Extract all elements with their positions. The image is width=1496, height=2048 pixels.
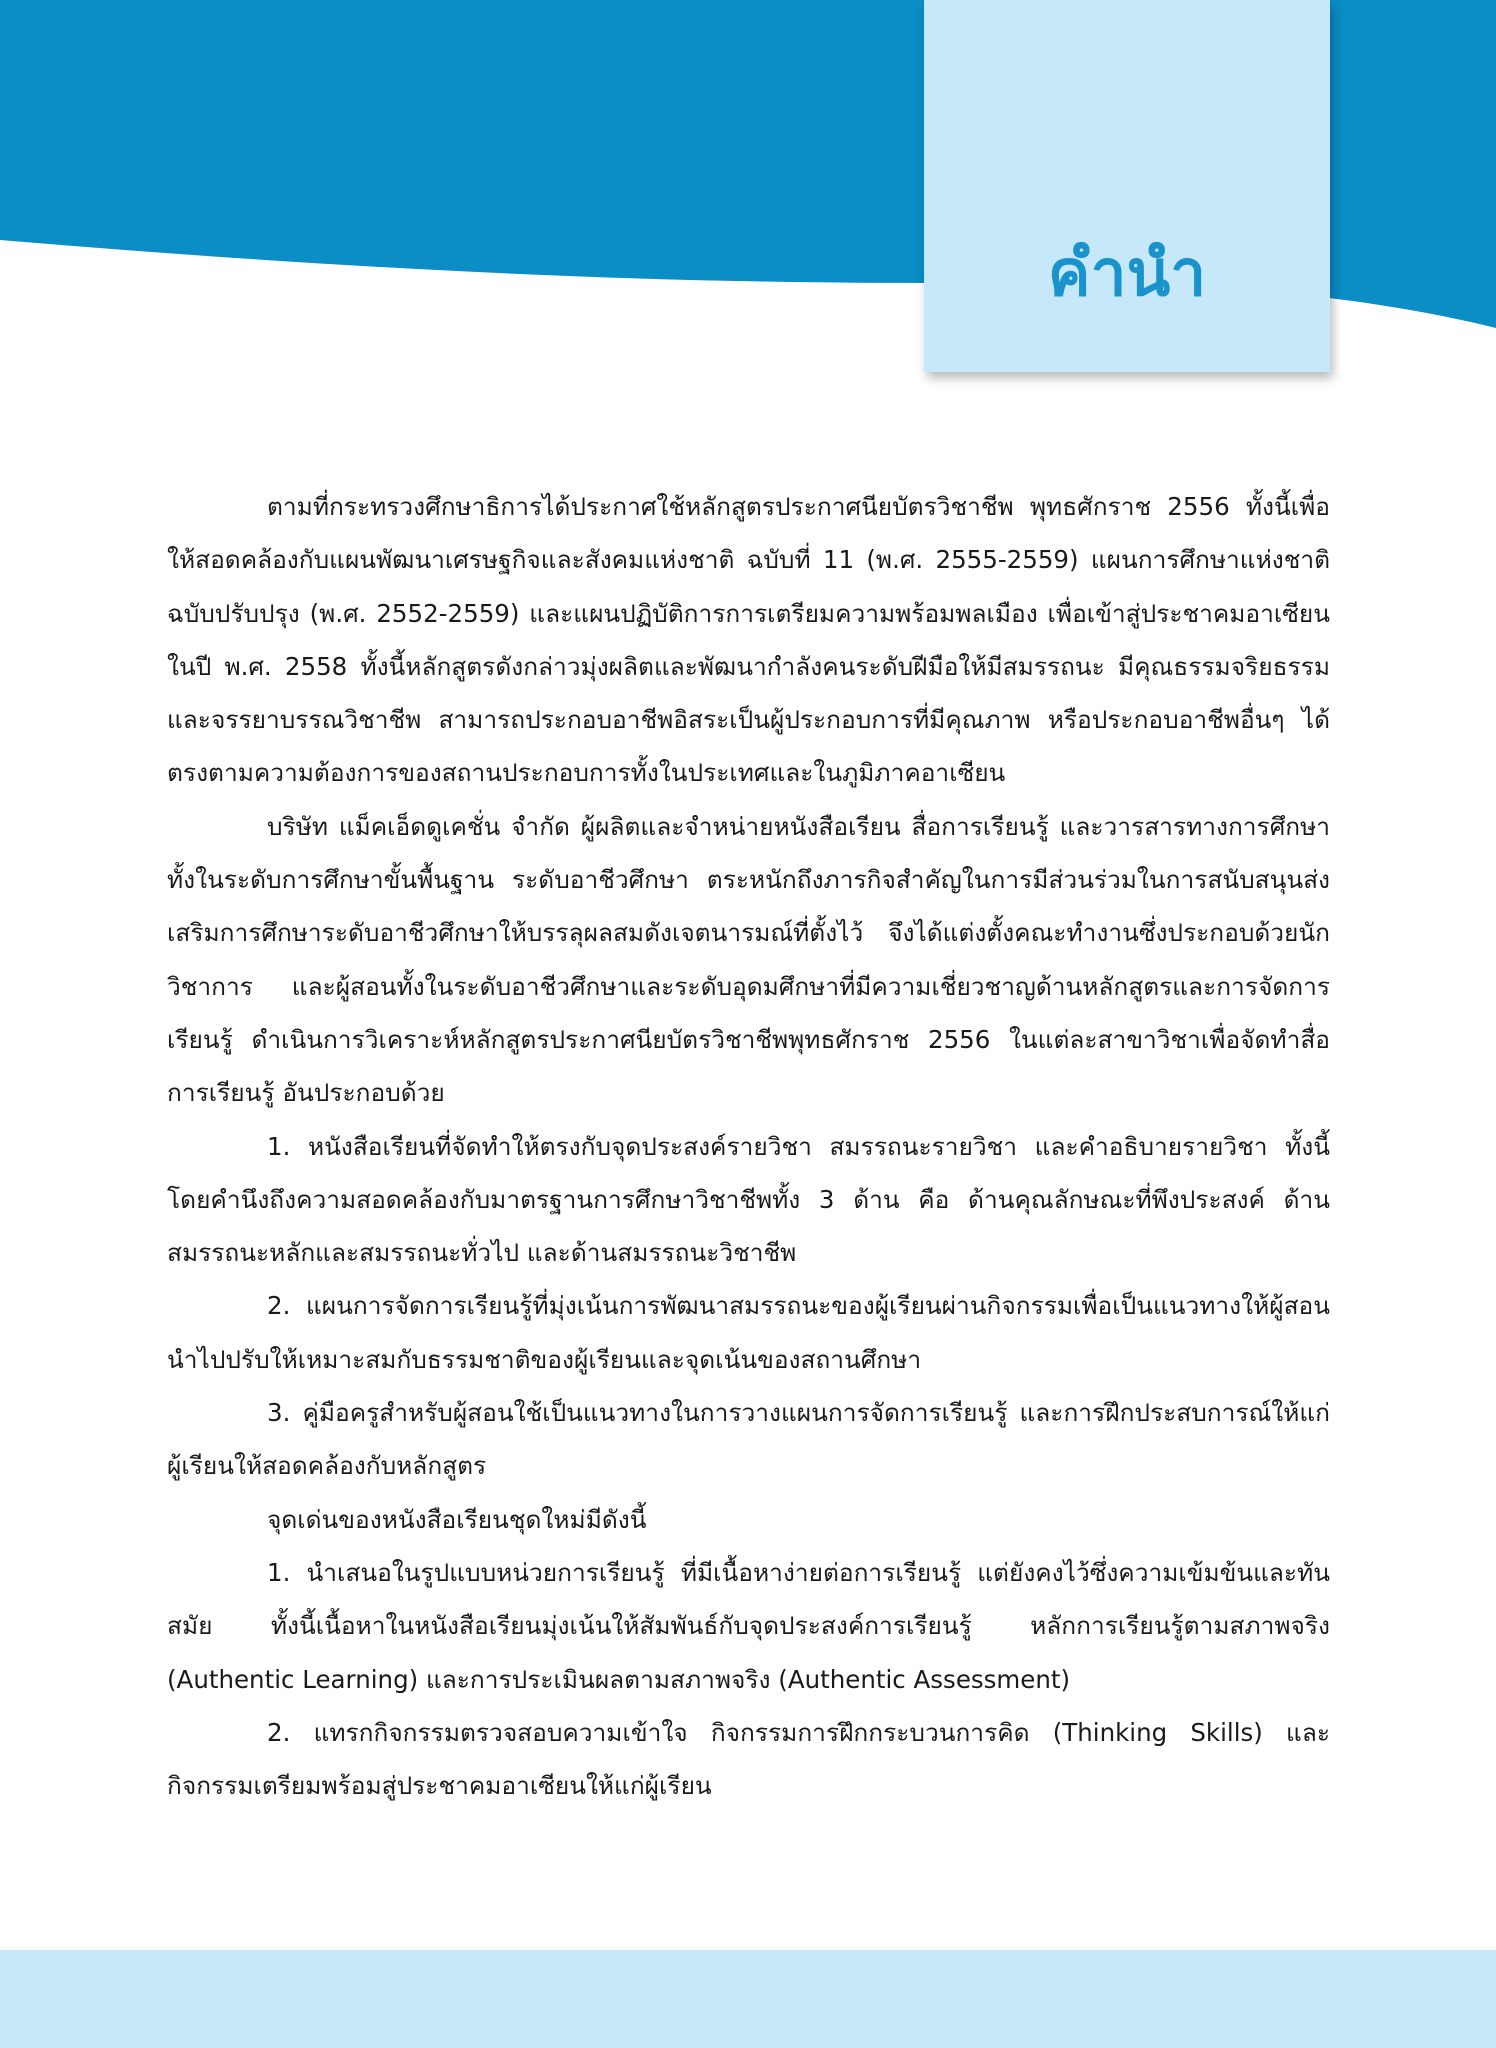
list-item-textbook: 1. หนังสือเรียนที่จัดทำให้ตรงกับจุดประสงค์รายวิชา สมรรถนะรายวิชา และคำอธิบายรายวิชา ทั้งนี้ โดยคำนึงถึงความสอดคล้องกับมาตรฐานการศึกษาวิชาชีพทั้ง 3 ด้าน คือ ด้านคุณลักษณะที่พึงประสงค์ ด้านสมรรถนะหลักและสมรรถนะทั่วไป และด้านสมรรถนะวิชาชีพ [167, 1131, 1330, 1268]
preface-body [167, 480, 1330, 1812]
paragraph-company: บริษัท แม็คเอ็ดดูเคชั่น จำกัด ผู้ผลิตและจำหน่ายหนังสือเรียน สื่อการเรียนรู้ และวารสารทางการศึกษา ทั้งในระดับการศึกษาขั้นพื้นฐาน ระดับอาชีวศึกษา ตระหนักถึงภารกิจสำคัญในการมีส่วนร่วมในการสนับสนุนส่งเสริมการศึกษาระดับอาชีวศึกษาให้บรรลุผลสมดังเจตนารมณ์ที่ตั้งไว้ จึงได้แต่งตั้งคณะทำงานซึ่งประกอบด้วยนักวิชาการ และผู้สอนทั้งในระดับอาชีวศึกษาและระดับอุดมศึกษาที่มีความเชี่ยวชาญด้านหลักสูตรและการจัดการเรียนรู้ ดำเนินการวิเคราะห์หลักสูตรประกาศนียบัตรวิชาชีพพุทธศักราช 2556 ในแต่ละสาขาวิชาเพื่อจัดทำสื่อการเรียนรู้ อันประกอบด้วย [167, 811, 1330, 1108]
list-item-highlight-1: 1. นำเสนอในรูปแบบหน่วยการเรียนรู้ ที่มีเนื้อหาง่ายต่อการเรียนรู้ แต่ยังคงไว้ซึ่งความเข้มข้นและทันสมัย ทั้งนี้เนื้อหาในหนังสือเรียนมุ่งเน้นให้สัมพันธ์กับจุดประสงค์การเรียนรู้ หลักการเรียนรู้ตามสภาพจริง (Authentic Learning) และการประเมินผลตามสภาพจริง (Authentic Assessment) [167, 1557, 1330, 1694]
highlights-heading: จุดเด่นของหนังสือเรียนชุดใหม่มีดังนี้ [267, 1504, 647, 1534]
footer-band [0, 1950, 1496, 2048]
title-box [924, 0, 1330, 372]
list-item-teacher-guide: 3. คู่มือครูสำหรับผู้สอนใช้เป็นแนวทางในการวางแผนการจัดการเรียนรู้ และการฝึกประสบการณ์ให้แก่ผู้เรียนให้สอดคล้องกับหลักสูตร [167, 1398, 1330, 1481]
paragraph-intro: ตามที่กระทรวงศึกษาธิการได้ประกาศใช้หลักสูตรประกาศนียบัตรวิชาชีพ พุทธศักราช 2556 ทั้งนี้เพื่อให้สอดคล้องกับแผนพัฒนาเศรษฐกิจและสังคมแห่งชาติ ฉบับที่ 11 (พ.ศ. 2555-2559) แผนการศึกษาแห่งชาติ ฉบับปรับปรุง (พ.ศ. 2552-2559) และแผนปฏิบัติการการเตรียมความพร้อมพลเมือง เพื่อเข้าสู่ประชาคมอาเซียนในปี พ.ศ. 2558 ทั้งนี้หลักสูตรดังกล่าวมุ่งผลิตและพัฒนากำลังคนระดับฝีมือให้มีสมรรถนะ มีคุณธรรมจริยธรรม และจรรยาบรรณวิชาชีพ สามารถประกอบอาชีพอิสระเป็นผู้ประกอบการที่มีคุณภาพ หรือประกอบอาชีพอื่นๆ ได้ตรงตามความต้องการของสถานประกอบการทั้งในประเทศและในภูมิภาคอาเซียน [167, 492, 1330, 788]
list-item-lesson-plan: 2. แผนการจัดการเรียนรู้ที่มุ่งเน้นการพัฒนาสมรรถนะของผู้เรียนผ่านกิจกรรมเพื่อเป็นแนวทางให้ผู้สอนนำไปปรับให้เหมาะสมกับธรรมชาติของผู้เรียนและจุดเน้นของสถานศึกษา [167, 1291, 1330, 1374]
page-title: คำนำ [1047, 237, 1207, 311]
list-item-highlight-2: 2. แทรกกิจกรรมตรวจสอบความเข้าใจ กิจกรรมการฝึกกระบวนการคิด (Thinking Skills) และกิจกรรมเตรียมพร้อมสู่ประชาคมอาเซียนให้แก่ผู้เรียน [167, 1717, 1330, 1801]
